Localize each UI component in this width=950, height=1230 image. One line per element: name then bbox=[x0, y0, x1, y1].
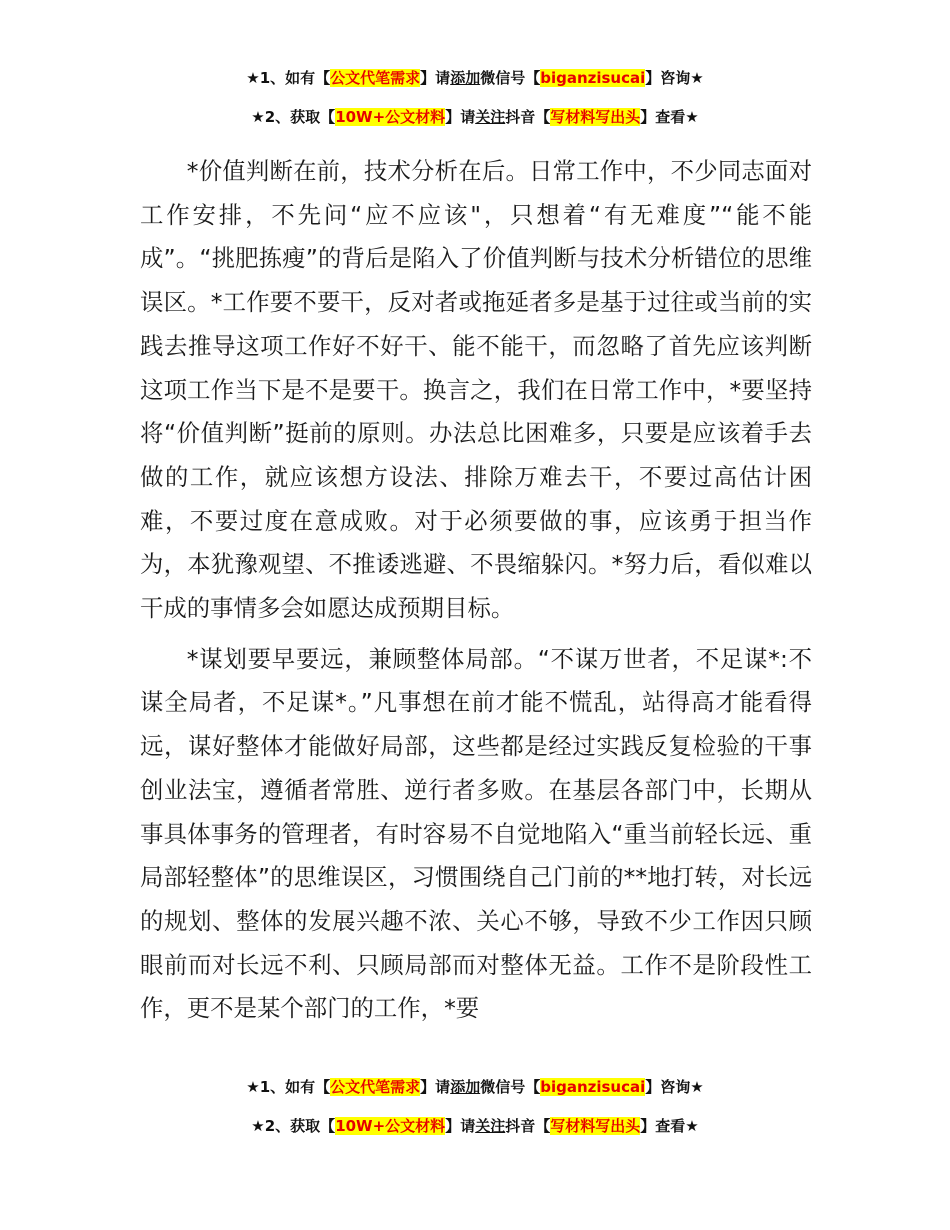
promo-suffix: 】查看★ bbox=[640, 108, 699, 126]
document-body bbox=[140, 150, 812, 1031]
promo-underlined-text: 添加 bbox=[450, 1078, 481, 1096]
footer-promo-line-2 bbox=[0, 1115, 950, 1137]
promo-text: 】请 bbox=[420, 69, 451, 87]
header-promo-line-2 bbox=[0, 106, 950, 128]
promo-prefix: ★1、如有【 bbox=[246, 69, 331, 87]
promo-prefix: ★2、获取【 bbox=[251, 1117, 336, 1135]
promo-wechat-id: biganzisucai bbox=[540, 69, 646, 87]
promo-suffix: 】咨询★ bbox=[645, 69, 704, 87]
promo-underlined-text: 添加 bbox=[450, 69, 481, 87]
promo-prefix: ★2、获取【 bbox=[251, 108, 336, 126]
promo-highlight: 10W+公文材料 bbox=[335, 108, 446, 126]
promo-text: 】请 bbox=[445, 1117, 476, 1135]
promo-highlight: 公文代笔需求 bbox=[330, 69, 421, 87]
promo-douyin-account: 写材料写出头 bbox=[550, 108, 641, 126]
promo-highlight: 10W+公文材料 bbox=[335, 1117, 446, 1135]
promo-douyin-account: 写材料写出头 bbox=[550, 1117, 641, 1135]
header-promo-line-1 bbox=[0, 67, 950, 89]
promo-text: 】请 bbox=[420, 1078, 451, 1096]
promo-text: 微信号【 bbox=[480, 1078, 541, 1096]
promo-wechat-id: biganzisucai bbox=[540, 1078, 646, 1096]
promo-text: 抖音【 bbox=[505, 1117, 551, 1135]
promo-highlight: 公文代笔需求 bbox=[330, 1078, 421, 1096]
promo-underlined-text: 关注 bbox=[475, 108, 506, 126]
promo-text: 微信号【 bbox=[480, 69, 541, 87]
paragraph-value-judgment: *价值判断在前，技术分析在后。日常工作中，不少同志面对工作安排，不先问“应不应该"，只想着“有无难度”“能不能成”。“挑肥拣瘦”的背后是陷入了价值判断与技术分析错位的思维误区。*工作要不要干，反对者或拖延者多是基于过往或当前的实践去推导这项工作好不好干、能不能干，而忽略了首先应该判断这项工作当下是不是要干。换言之，我们在日常工作中，*要坚持将“价值判断”挺前的原则。办法总比困难多，只要是应该着手去做的工作，就应该想方设法、排除万难去干，不要过高估计困难，不要过度在意成败。对于必须要做的事，应该勇于担当作为，本犹豫观望、不推诿逃避、不畏缩躲闪。*努力后，看似难以干成的事情多会如愿达成预期目标。 bbox=[140, 157, 812, 623]
promo-prefix: ★1、如有【 bbox=[246, 1078, 331, 1096]
promo-text: 抖音【 bbox=[505, 108, 551, 126]
paragraph-planning: *谋划要早要远，兼顾整体局部。“不谋万世者，不足谋*:不谋全局者，不足谋*。”凡事想在前才能不慌乱，站得高才能看得远，谋好整体才能做好局部，这些都是经过实践反复检验的干事创业法宝，遵循者常胜、逆行者多败。在基层各部门中，长期从事具体事务的管理者，有时容易不自觉地陷入“重当前轻长远、重局部轻整体”的思维误区，习惯围绕自己门前的**地打转，对长远的规划、整体的发展兴趣不浓、关心不够，导致不少工作因只顾眼前而对长远不利、只顾局部而对整体无益。工作不是阶段性工作，更不是某个部门的工作，*要 bbox=[140, 644, 812, 1023]
promo-text: 】请 bbox=[445, 108, 476, 126]
footer-promo-line-1 bbox=[0, 1076, 950, 1098]
promo-underlined-text: 关注 bbox=[475, 1117, 506, 1135]
promo-suffix: 】查看★ bbox=[640, 1117, 699, 1135]
promo-suffix: 】咨询★ bbox=[645, 1078, 704, 1096]
